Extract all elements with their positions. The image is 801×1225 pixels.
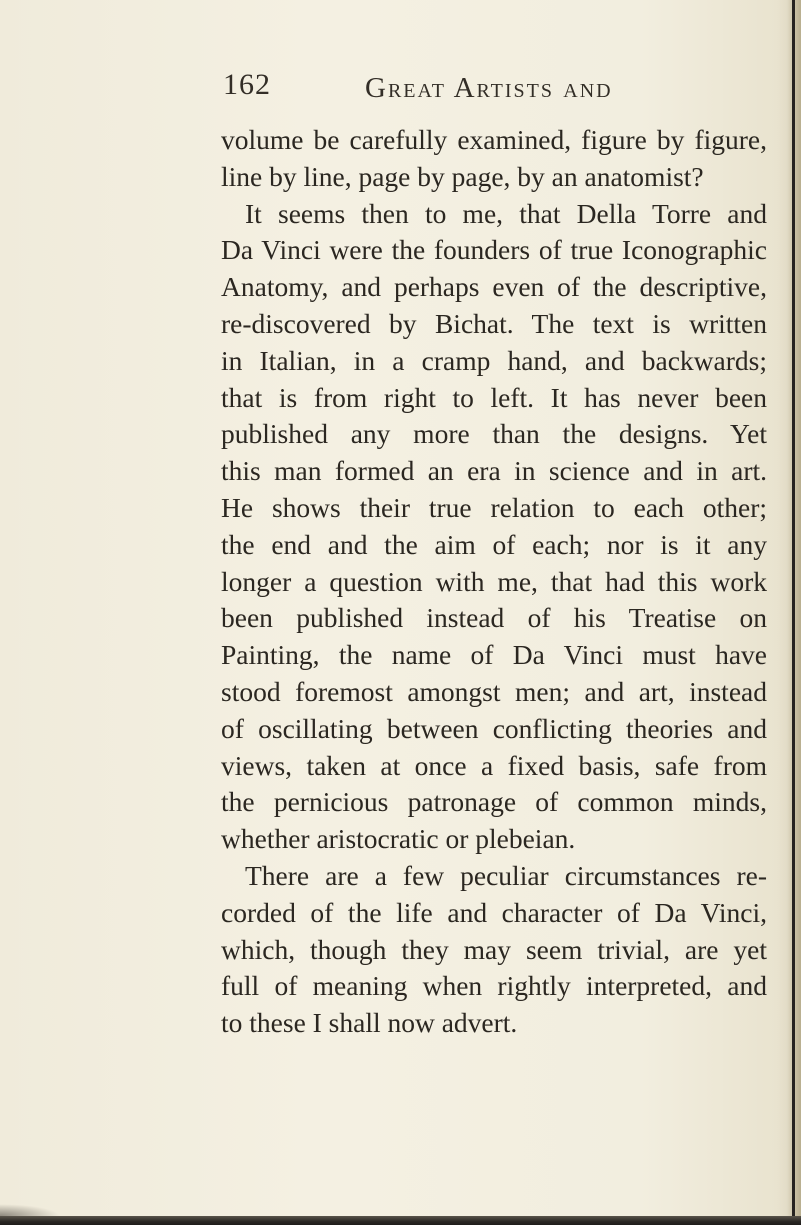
text-line: the pernicious patronage of common minds, [221,786,767,818]
text-line: published any more than the designs. Yet [221,418,767,450]
text-line: which, though they may seem trivial, are yet [221,933,767,965]
text-line: the end and the aim of each; nor is it any [221,528,767,560]
body-text [221,122,767,1042]
text-line: There are a few peculiar circumstances re- [245,859,767,891]
page-bottom-edge [0,1216,801,1225]
text-line: whether aristocratic or plebeian. [221,823,576,855]
page-smudge [0,1204,60,1216]
page-binding-shadow [792,0,795,1225]
text-line: longer a question with me, that had this work [221,565,767,597]
text-line: Anatomy, and perhaps even of the descriptive, [221,271,767,303]
text-line: in Italian, in a cramp hand, and backwards; [221,344,767,376]
text-line: Painting, the name of Da Vinci must have [221,639,767,671]
text-line: corded of the life and character of Da Vinci, [221,896,767,928]
text-line: to these I shall now advert. [221,1007,518,1039]
text-line: volume be carefully examined, figure by figure, [221,124,767,155]
text-line: He shows their true relation to each other; [221,491,767,523]
text-line: full of meaning when rightly interpreted, and [221,970,767,1002]
text-line: It seems then to me, that Della Torre and [245,197,767,229]
page-header [223,68,723,112]
page-number: 162 [223,68,271,101]
running-title: Great Artists and [365,72,613,104]
text-line: that is from right to left. It has never been [221,381,767,413]
text-line: been published instead of his Treatise on [221,602,767,634]
text-line: of oscillating between conflicting theories and [221,712,767,744]
text-line: this man formed an era in science and in art. [221,455,767,487]
text-line: views, taken at once a fixed basis, safe from [221,749,767,781]
text-line: stood foremost amongst men; and art, instead [221,675,767,707]
text-line: re-discovered by Bichat. The text is written [221,307,767,339]
text-line: line by line, page by page, by an anatomist? [221,160,704,192]
text-line: Da Vinci were the founders of true Iconographic [221,234,767,266]
